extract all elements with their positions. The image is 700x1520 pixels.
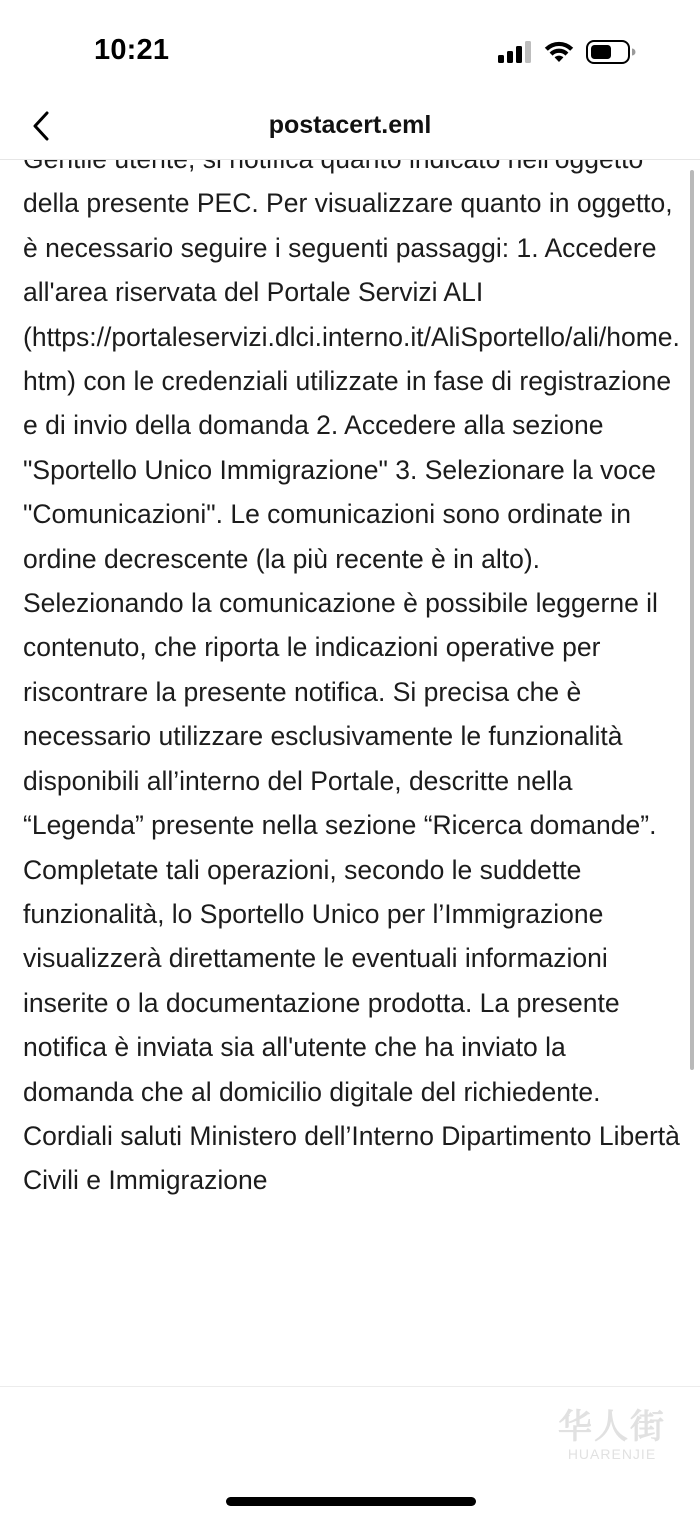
status-icons [498,38,636,66]
home-indicator[interactable] [226,1497,476,1506]
watermark-mark: 华人街 [558,1407,666,1447]
nav-bar [0,100,700,160]
status-bar [0,0,700,100]
page-title: postacert.eml [268,111,432,139]
scrollbar[interactable] [690,170,694,1070]
status-time: 10:21 [94,34,170,66]
watermark-text: HUARENJIE [567,1446,657,1462]
battery-icon [586,40,636,64]
wifi-icon [544,41,574,63]
message-body: della presente PEC. Per visualizzare quanto in oggetto, è necessario seguire i seguenti passaggi: 1. Accedere all'area riservata del Portale Servizi ALI (https://portaleservizi.dlci.interno.it/AliSportello/ali/home.htm) con le credenziali utilizzate in fase di registrazione e di invio della domanda 2. Accedere alla sezione "Sportello Unico Immigrazione" 3. Selezionare la voce "Comunicazioni". Le comunicazioni sono ordinate in ordine decrescente (la più recente è in alto). Selezionando la comunicazione è possibile leggerne il contenuto, che riporta le indicazioni operative per riscontrare la presente notifica. Si precisa che è necessario utilizzare esclusivamente le funzionalità disponibili all’interno del Portale, descritte nella “Legenda” presente nella sezione “Ricerca domande”. Completate tali operazioni, secondo le suddette funzionalità, lo Sportello Unico per l’Immigrazione visualizzerà direttamente le eventuali informazioni inserite o la documentazione prodotta. La presente notifica è inviata sia all'utente che ha inviato la domanda che al domicilio digitale del richiedente. Cordiali saluti Ministero dell’Interno Dipartimento Libertà Civili e Immigrazione [23,188,680,1196]
signal-icon [498,41,532,63]
message-viewport[interactable] [0,161,700,1387]
watermark-logo [542,1399,682,1462]
